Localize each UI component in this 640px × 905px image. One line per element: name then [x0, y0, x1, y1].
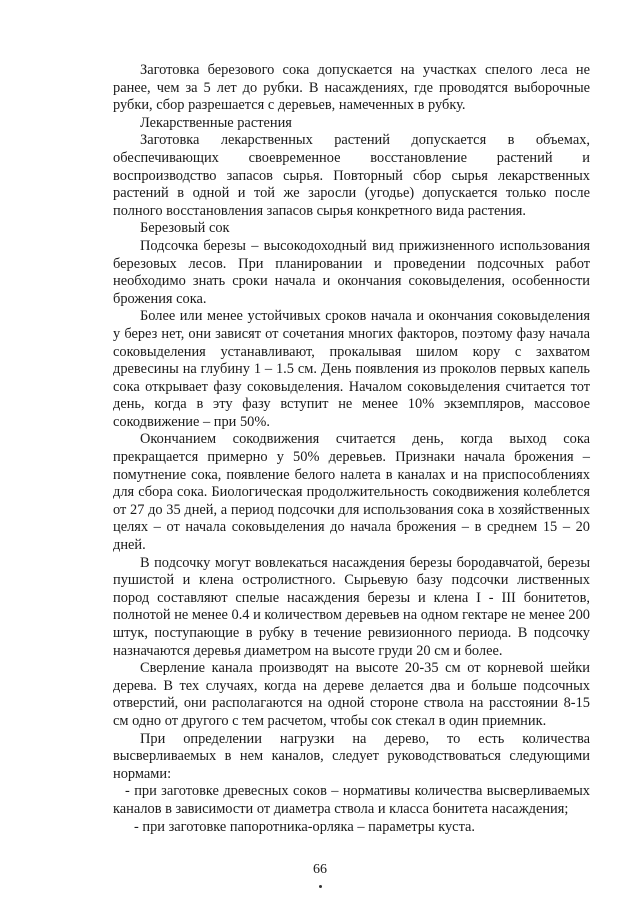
paragraph-birch-tapping: Подсочка березы – высокодоходный вид прижизненного использования березовых лесов. При планировании и проведении подсочных работ необходимо знать сроки начала и окончания соковыделения, особенности брожения сока. — [113, 237, 590, 307]
heading-medicinal-plants: Лекарственные растения — [140, 114, 292, 131]
page-number: 66 — [313, 862, 327, 877]
paragraph-drilling: Сверление канала производят на высоте 20-35 см от корневой шейки дерева. В тех случаях, когда на дереве делается два и больше подсочных отверстий, они располагаются на одной стороне ствола на расстоянии 8-15 см одно от другого с тем расчетом, чтобы сок стекал в один приемник. — [113, 660, 590, 729]
scan-speck — [319, 885, 322, 888]
paragraph-sap-flow-end: Окончанием сокодвижения считается день, когда выход сока прекращается примерно у 50% деревьев. Признаки начала брожения – помутнение сока, появление белого налета в каналах и на приспособлениях для сбора сока. Биологическая продолжительность сокодвижения колеблется от 27 до 35 дней, а период подсочки для использования сока в хозяйственных целях – от начала соковыделения до начала брожения – в среднем 15 – 20 дней. — [113, 431, 590, 554]
paragraph-load-norms: При определении нагрузки на дерево, то есть количества высверливаемых в нем каналов, следует руководствоваться следующими нормами: — [113, 730, 590, 782]
body-text — [113, 62, 590, 836]
list-item-bracken-norms: - при заготовке папоротника-орляка – параметры куста. — [134, 818, 476, 835]
heading-birch-sap: Березовый сок — [140, 220, 230, 237]
paragraph-tapping-stands: В подсочку могут вовлекаться насаждения березы бородавчатой, березы пушистой и клена остролистного. Сырьевую базу подсочки лиственных пород составляют спелые насаждения березы и клена I - III бонитетов, полнотой не менее 0.4 и количеством деревьев на одном гектаре не менее 200 штук, поступающие в рубку в течение ревизионного периода. В подсочку назначаются деревья диаметром на высоте груди 20 см и более. — [113, 554, 590, 659]
paragraph-birch-sap-harvest-rules: Заготовка березового сока допускается на участках спелого леса не ранее, чем за 5 лет до рубки. В насаждениях, где проводятся выборочные рубки, сбор разрешается с деревьев, намеченных в рубку. — [113, 62, 590, 114]
paragraph-sap-flow-start: Более или менее устойчивых сроков начала и окончания соковыделения у берез нет, они зависят от сочетания многих факторов, поэтому фазу начала соковыделения устанавливают, прокалывая шилом кору с захватом древесины на глубину 1 – 1.5 см. День появления из проколов первых капель сока открывает фазу соковыделения. Началом соковыделения считается тот день, когда в эту фазу вступит не менее 10% экземпляров, массовое сокодвижение – при 50%. — [113, 308, 590, 430]
paragraph-medicinal-plants: Заготовка лекарственных растений допускается в объемах, обеспечивающих своевременное восстановление растений и воспроизводство запасов сырья. Повторный сбор сырья лекарственных растений в одной и той же заросли (угодье) допускается только после полного восстановления запасов сырья конкретного вида растения. — [113, 132, 590, 219]
list-item-tree-sap-norms: - при заготовке древесных соков – нормативы количества высверливаемых каналов в зависимости от диаметра ствола и класса бонитета насаждения; — [113, 783, 590, 817]
